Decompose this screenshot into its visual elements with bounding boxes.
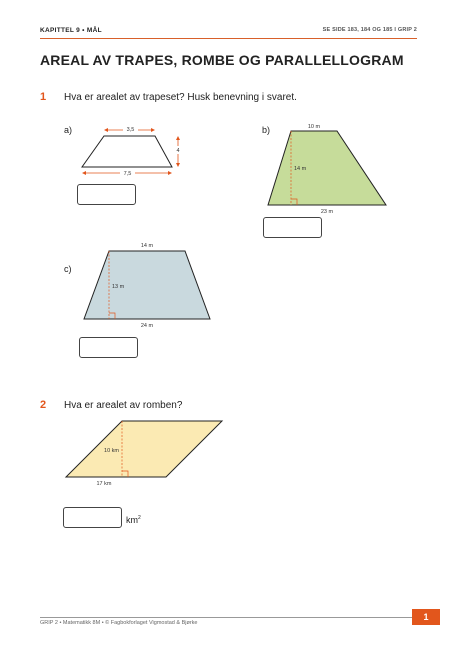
rhombus [66, 421, 222, 487]
q1a-height-measure: 4 [176, 148, 180, 154]
footer-text: GRIP 2 • Matematikk 8M • © Fagbokforlaget Vigmostad & Bjørke [40, 620, 198, 626]
q1c-label: c) [64, 264, 72, 274]
q2-height-measure: 10 km [104, 448, 119, 454]
question-2-text: Hva er arealet av romben? [64, 400, 183, 411]
chapter-label: KAPITTEL 9 • MÅL [40, 27, 102, 34]
q1a-label: a) [64, 125, 73, 135]
q1c-height-measure: 13 m [112, 284, 125, 290]
q1a-bottom-measure: 7,5 [123, 171, 132, 177]
page-number: 1 [412, 609, 440, 625]
q1b-label: b) [262, 125, 271, 135]
footer-divider [40, 617, 412, 618]
q2-unit-exponent: 2 [138, 515, 141, 521]
q1c-answer-box[interactable] [79, 337, 138, 358]
trapezoid-a [82, 125, 182, 177]
trapezoid-c [84, 243, 210, 329]
question-2-number: 2 [40, 399, 47, 411]
q2-unit-base: km [126, 515, 138, 525]
page-reference: SE SIDE 183, 184 OG 185 I GRIP 2 [322, 27, 417, 33]
trapezoid-b [268, 124, 386, 215]
q1b-height-measure: 14 m [294, 166, 307, 172]
q1c-bottom-measure: 24 m [140, 323, 154, 329]
page-title: AREAL AV TRAPES, ROMBE OG PARALLELLOGRAM [40, 52, 404, 68]
q2-base-measure: 17 km [96, 481, 112, 487]
q2-answer-box[interactable] [63, 507, 122, 528]
q1b-answer-box[interactable] [263, 217, 322, 238]
q2-unit [126, 515, 141, 525]
question-1-number: 1 [40, 91, 47, 103]
q1b-top-measure: 10 m [307, 124, 321, 130]
q1c-top-measure: 14 m [140, 243, 154, 249]
q1b-bottom-measure: 23 m [320, 209, 334, 215]
q1a-top-measure: 3,5 [126, 127, 135, 133]
question-1-text: Hva er arealet av trapeset? Husk benevning i svaret. [64, 92, 297, 103]
q1a-answer-box[interactable] [77, 184, 136, 205]
